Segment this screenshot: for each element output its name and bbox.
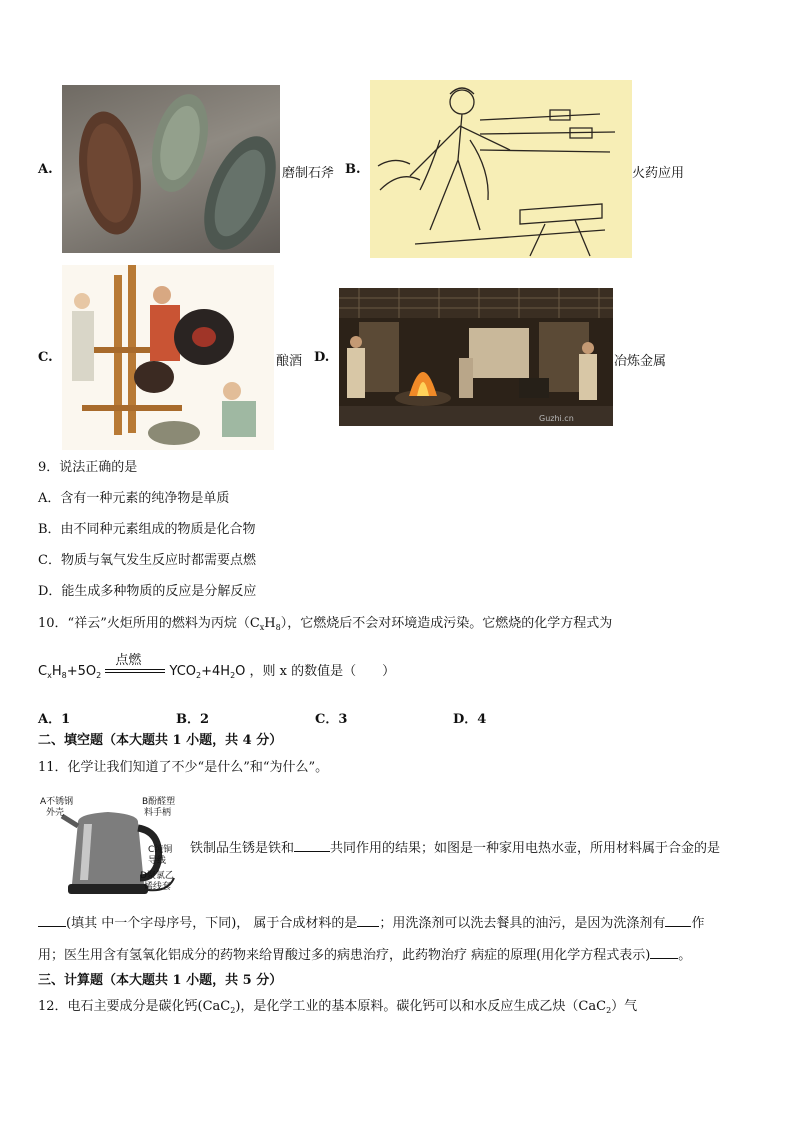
gunpowder-rocket-image [370,80,632,258]
option-d-letter: D. [314,350,330,365]
wine-brewing-image [62,265,274,450]
question-10-ask: ，则 x 的数值是（ ） [249,664,396,679]
kettle-label-a-2: 外壳 [46,808,65,818]
answer-blank-3[interactable] [357,914,379,927]
answer-blank-2[interactable] [38,914,66,927]
answer-blank-1[interactable] [294,839,330,852]
option-b-letter: B. [345,162,361,177]
option-d-caption: 冶炼金属 [614,354,667,369]
question-9-option-d: D．能生成多种物质的反应是分解反应 [38,584,257,599]
kettle-label-d: D聚氯乙 [140,871,174,881]
reaction-arrow [105,652,165,679]
question-10-choice-d: D．4 [453,712,487,727]
question-9-option-c: C．物质与氧气发生反应时都需要点燃 [38,553,256,568]
image-watermark: Guzhi.cn [539,414,574,423]
kettle-label-b-2: 料手柄 [144,808,172,818]
stone-axe-image [62,85,280,253]
option-b-caption: 火药应用 [632,166,685,181]
question-9-stem: 9．说法正确的是 [38,460,138,475]
question-10-choice-a: A．1 [38,712,71,727]
kettle-label-b: B酚醛塑 [142,797,176,807]
question-11-stem: 11．化学让我们知道了不少“是什么”和“为什么”。 [38,760,329,775]
option-c-letter: C. [38,350,53,365]
kettle-label-a: A不锈钢 [40,797,74,807]
combustion-equation: $C_xH_8+5O_2$ 点燃 $YCO_2+4H_2O$ ，则 x 的数值是（ ） [38,660,395,680]
question-10-stem: 10．“祥云”火炬所用的燃料为丙烷$(C_xH_8)$，它燃烧后不会对环境造成污染。它燃烧的化学方程式为 [38,616,613,632]
answer-blank-5[interactable] [650,946,678,959]
kettle-label-c-2: 导线 [148,856,167,866]
question-11-line-2: (填其 中一个字母序号，下同)， 属于合成材料的是 ；用洗涤剂可以洗去餐具的油污，是因为洗涤剂有 作 [38,914,704,932]
question-10-choice-c: C．3 [315,712,348,727]
kettle-label-c: C纯铜 [148,845,173,855]
question-9-option-a: A．含有一种元素的纯净物是单质 [38,491,230,506]
kettle-label-d-2: 烯线套 [144,882,172,892]
section-2-heading: 二、填空题（本大题共 1 小题，共 4 分） [38,733,283,748]
question-11-line-1: 铁制品生锈是铁和 共同作用的结果；如图是一种家用电热水壶，所用材料属于合金的是 [190,841,721,856]
question-9-option-b: B．由不同种元素组成的物质是化合物 [38,522,256,537]
option-a-caption: 磨制石斧 [282,166,335,181]
question-10-choice-b: B．2 [176,712,210,727]
question-12-stem: 12．电石主要成分是碳化钙(CaC$_2$)，是化学工业的基本原料。碳化钙可以和水反应生成乙炔（CaC$_2$）气 [38,999,638,1015]
option-a-letter: A. [38,162,53,177]
answer-blank-4[interactable] [665,914,691,927]
electric-kettle-image [38,792,186,902]
metal-smelting-image [339,288,613,426]
section-3-heading: 三、计算题（本大题共 1 小题，共 5 分） [38,973,283,988]
question-11-line-3: 用；医生用含有氢氧化铝成分的药物来给胃酸过多的病患治疗，此药物治疗 病症的原理(用化学方程式表示) 。 [38,948,692,963]
reaction-condition: 点燃 [115,652,142,668]
option-c-caption: 酿酒 [276,354,303,369]
